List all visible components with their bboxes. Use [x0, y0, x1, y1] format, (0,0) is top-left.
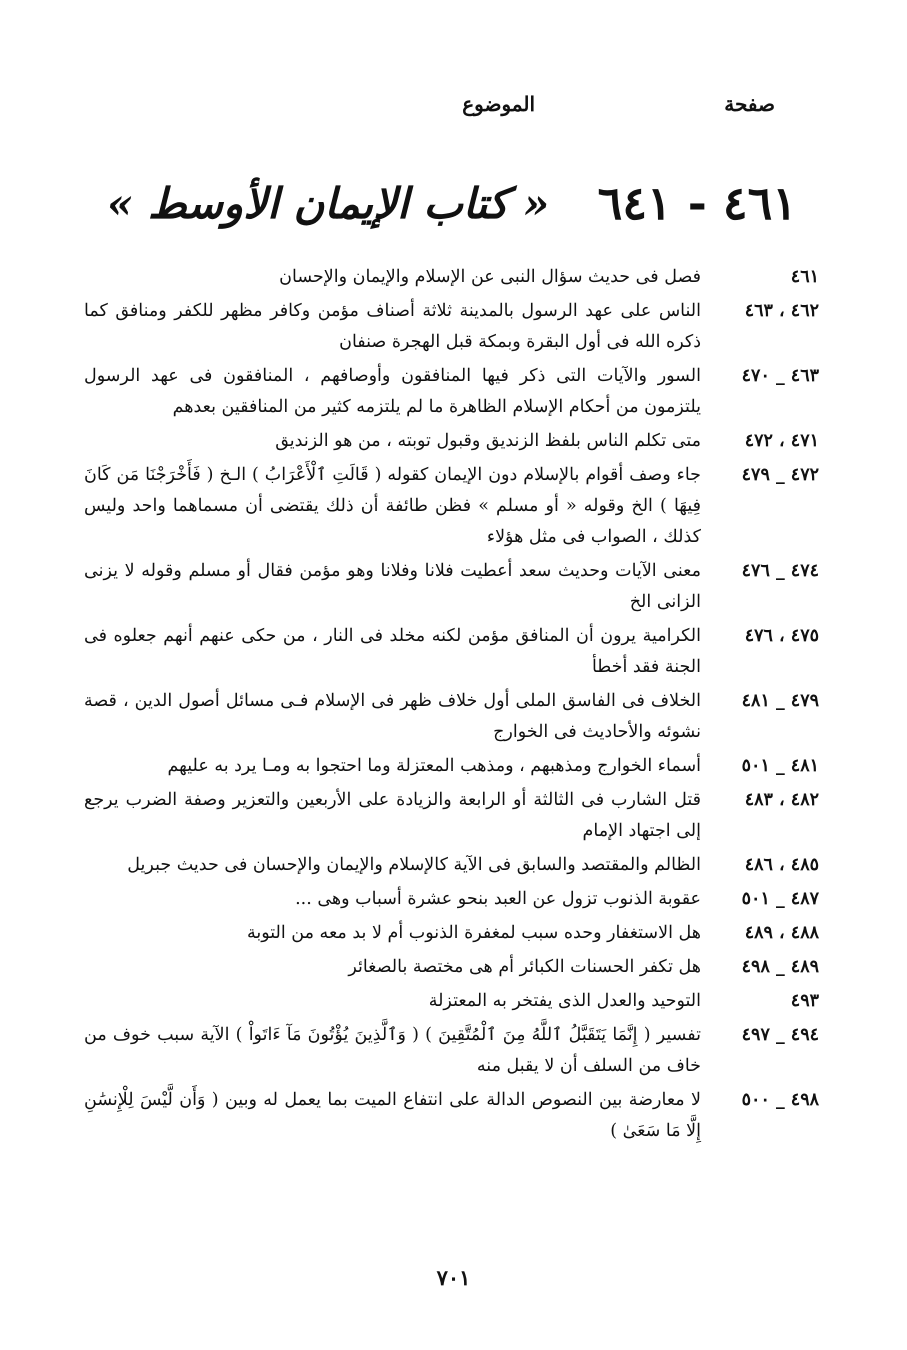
page-number: ٧٠١ — [436, 1265, 471, 1290]
entry-pages: ٤٩٤ _ ٤٩٧ — [741, 1025, 819, 1045]
index-entry — [84, 621, 819, 683]
entry-text: جاء وصف أقوام بالإسلام دون الإيمان كقوله ( قَالَتِ ٱلْأَعْرَابُ ) الـخ ( فَأَخْرَجْنَا مَن كَانَ فِيهَا ) الخ وقوله « أو مسلم » فظن طائفة أن ذلك يقتضى أن مسماهما واحد وليس كذلك ، الصواب فى مثل هؤلاء — [84, 465, 701, 547]
entry-pages: ٤٧٥ ، ٤٧٦ — [744, 626, 819, 646]
index-entry — [84, 686, 819, 748]
entry-text: السور والآيات التى ذكر فيها المنافقون وأوصافهم ، المنافقون فى عهد الرسول يلتزمون من أحكام الإسلام الظاهرة ما لم يلتزمه كثير من المنافقين بعدهم — [84, 366, 701, 417]
entry-pages: ٤٨٧ _ ٥٠١ — [741, 889, 819, 909]
index-entries — [84, 262, 819, 1150]
entry-pages: ٤٦٣ _ ٤٧٠ — [741, 366, 819, 386]
index-entry — [84, 751, 819, 782]
entry-pages: ٤٩٨ _ ٥٠٠ — [741, 1090, 819, 1110]
index-entry — [84, 1085, 819, 1147]
entry-text: هل تكفر الحسنات الكبائر أم هى مختصة بالصغائر — [348, 957, 701, 977]
index-entry — [84, 556, 819, 618]
entry-pages: ٤٩٣ — [790, 991, 819, 1011]
entry-text: الكرامية يرون أن المنافق مؤمن لكنه مخلد فى النار ، من حكى عنهم أنهم جعلوه فى الجنة فقد أخطأ — [84, 626, 701, 677]
index-entry — [84, 918, 819, 949]
index-entry — [84, 262, 819, 293]
entry-text: متى تكلم الناس بلفظ الزنديق وقبول توبته ، من هو الزنديق — [275, 431, 701, 451]
section-title — [107, 168, 797, 238]
topic-column-header: الموضوع — [462, 92, 535, 116]
entry-pages: ٤٧٩ _ ٤٨١ — [741, 691, 819, 711]
index-entry — [84, 952, 819, 983]
entry-text: قتل الشارب فى الثالثة أو الرابعة والزيادة على الأربعين والتعزير وصفة الضرب يرجع إلى اجتهاد الإمام — [84, 790, 701, 841]
index-entry — [84, 884, 819, 915]
index-entry — [84, 850, 819, 881]
entry-pages: ٤٦١ — [790, 267, 819, 287]
index-entry — [84, 361, 819, 423]
entry-text: الظالم والمقتصد والسابق فى الآية كالإسلام والإيمان والإحسان فى حديث جبريل — [127, 855, 701, 875]
index-entry — [84, 460, 819, 553]
entry-text: لا معارضة بين النصوص الدالة على انتفاع الميت بما يعمل له وبين ( وَأَن لَّيْسَ لِلْإِنسَٰنِ إِلَّا مَا سَعَىٰ ) — [84, 1090, 701, 1141]
title-page-range: ٤٦١ - ٦٤١ — [597, 176, 797, 230]
entry-pages: ٤٨١ _ ٥٠١ — [741, 756, 819, 776]
entry-pages: ٤٨٢ ، ٤٨٣ — [744, 790, 819, 810]
index-entry — [84, 785, 819, 847]
entry-text: فصل فى حديث سؤال النبى عن الإسلام والإيمان والإحسان — [279, 267, 701, 287]
entry-text: هل الاستغفار وحده سبب لمغفرة الذنوب أم لا بد معه من التوبة — [246, 923, 701, 943]
page-column-header: صفحة — [724, 92, 775, 116]
entry-text: معنى الآيات وحديث سعد أعطيت فلانا وفلانا وهو مؤمن فقال أو مسلم وقوله لا يزنى الزانى الخ — [84, 561, 701, 612]
index-entry — [84, 296, 819, 358]
entry-pages: ٤٧٤ _ ٤٧٦ — [741, 561, 819, 581]
entry-text: الخلاف فى الفاسق الملى أول خلاف ظهر فى الإسلام فـى مسائل أصول الدين ، قصة نشوئه والأحاديث فى الخوارج — [84, 691, 701, 742]
entry-pages: ٤٨٨ ، ٤٨٩ — [744, 923, 819, 943]
title-book-name: « كتاب الإيمان الأوسط » — [107, 178, 550, 228]
entry-text: أسماء الخوارج ومذهبهم ، ومذهب المعتزلة وما احتجوا به ومـا يرد به عليهم — [167, 756, 701, 776]
entry-pages: ٤٦٢ ، ٤٦٣ — [744, 301, 819, 321]
entry-text: تفسير ( إِنَّمَا يَتَقَبَّلُ ٱللَّهُ مِنَ ٱلْمُتَّقِينَ ) ( وَٱلَّذِينَ يُؤْتُونَ مَآ ءَاتَواْ ) الآية سبب خوف من خاف من السلف أن لا يقبل منه — [84, 1025, 701, 1076]
entry-pages: ٤٧٢ _ ٤٧٩ — [741, 465, 819, 485]
entry-pages: ٤٧١ ، ٤٧٢ — [744, 431, 819, 451]
entry-pages: ٤٨٩ _ ٤٩٨ — [741, 957, 819, 977]
index-entry — [84, 986, 819, 1017]
index-entry — [84, 1020, 819, 1082]
entry-text: عقوبة الذنوب تزول عن العبد بنحو عشرة أسباب وهى ... — [295, 889, 701, 909]
entry-text: الناس على عهد الرسول بالمدينة ثلاثة أصناف مؤمن وكافر مظهر للكفر ومنافق كما ذكره الله فى أول البقرة وبمكة قبل الهجرة صنفان — [84, 301, 701, 352]
entry-pages: ٤٨٥ ، ٤٨٦ — [744, 855, 819, 875]
entry-text: التوحيد والعدل الذى يفتخر به المعتزلة — [428, 991, 701, 1011]
index-entry — [84, 426, 819, 457]
